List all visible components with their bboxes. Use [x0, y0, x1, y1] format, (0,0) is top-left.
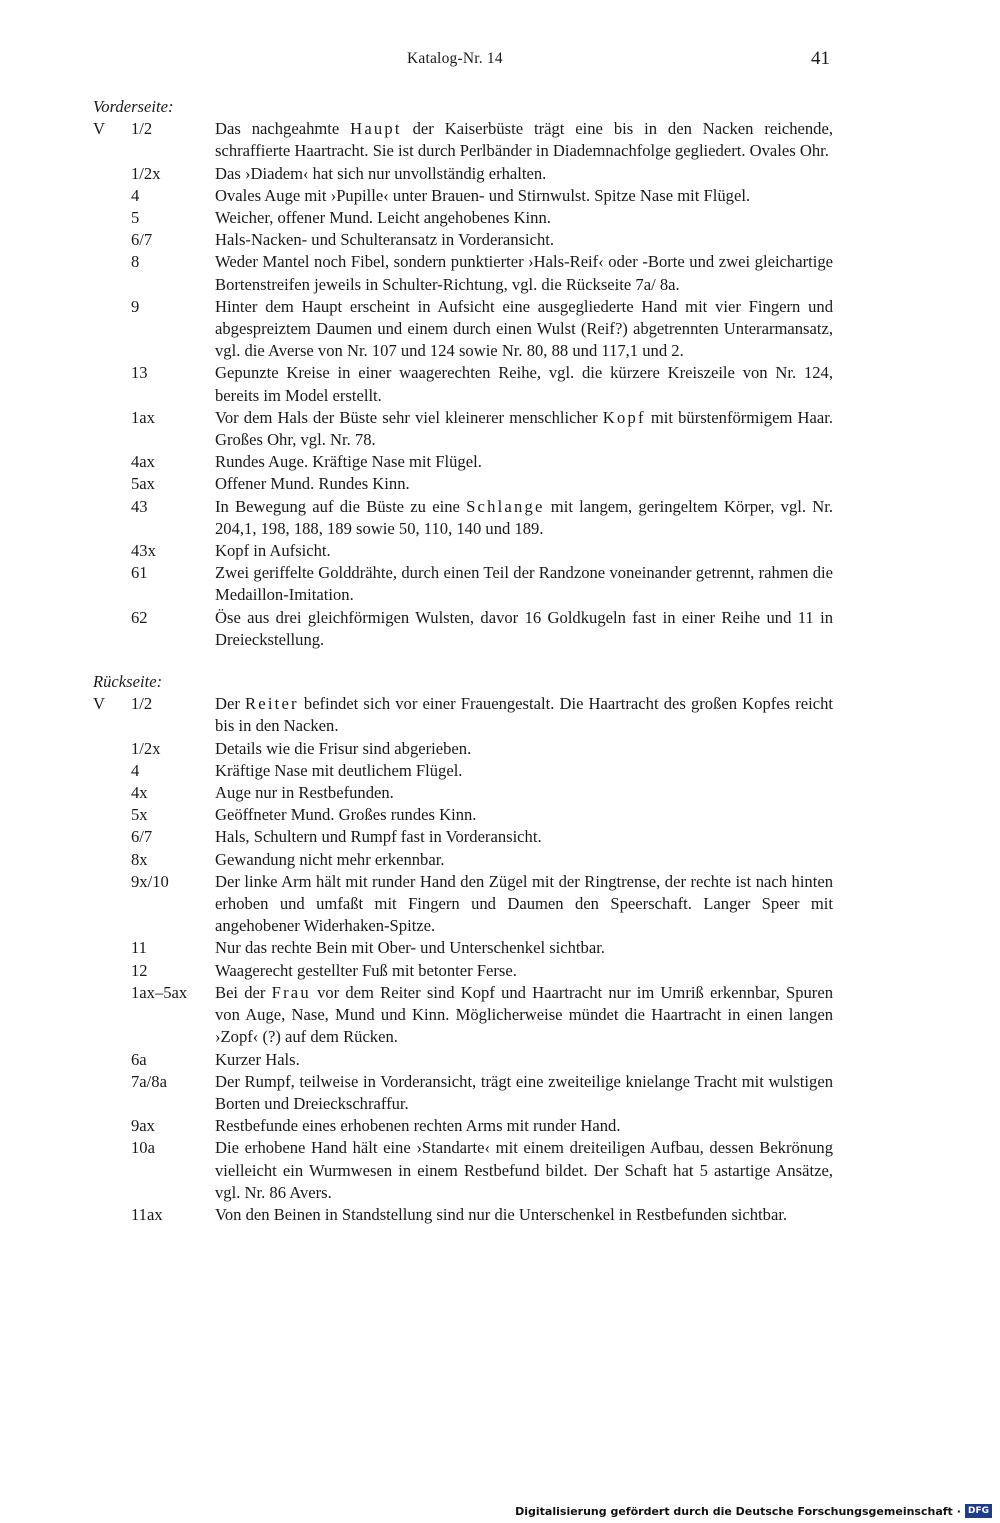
- entry-description: [215, 1137, 833, 1204]
- entry-code: 9x/10: [131, 871, 169, 891]
- text-segment: Geöffneter Mund. Großes rundes Kinn.: [215, 805, 477, 825]
- entry-code: 1ax–5ax: [131, 982, 188, 1002]
- text-segment: Kopf in Aufsicht.: [215, 541, 331, 561]
- text-segment: Kurzer Hals.: [215, 1049, 300, 1069]
- entry-code: 13: [131, 363, 148, 383]
- text-segment: Auge nur in Restbefunden.: [215, 783, 394, 803]
- text-segment: Von den Beinen in Standstellung sind nur die Unterschenkel in Restbefunden sichtbar.: [215, 1204, 788, 1224]
- entry-description: [215, 473, 833, 495]
- page-number: 41: [811, 48, 830, 69]
- obverse-entries: [93, 118, 833, 651]
- text-segment: Der: [215, 694, 246, 714]
- running-title: Katalog-Nr. 14: [407, 50, 503, 67]
- entry-description: [215, 871, 833, 938]
- entry-description: [215, 1204, 833, 1226]
- entry-description: [215, 207, 833, 229]
- catalog-entry: [93, 207, 833, 229]
- entry-code: 9: [131, 296, 140, 316]
- catalog-entry: [93, 163, 833, 185]
- entry-code: 12: [131, 960, 148, 980]
- text-segment: befindet sich vor einer Frauengestalt. Die Haartracht des großen Kopfes reicht bis in den Nacken.: [215, 694, 833, 736]
- text-segment: Hals, Schultern und Rumpf fast in Vorderansicht.: [215, 827, 542, 847]
- text-segment: Rundes Auge. Kräftige Nase mit Flügel.: [215, 452, 482, 472]
- entry-description: [215, 960, 833, 982]
- text-segment: Die erhobene Hand hält eine ›Standarte‹ mit einem dreiteiligen Aufbau, dessen Bekrönung vielleicht ein Wurmwesen in einem Restbefund bildet. Der Schaft hat 5 astartige Ansätze, vgl. Nr. 86 Avers.: [215, 1138, 833, 1202]
- text-segment: der Kaiserbüste trägt eine bis in den Nacken reichende, schraffierte Haartracht. Sie ist durch Perlbänder in Diademnachfolge gegliedert. Ovales Ohr.: [215, 119, 833, 161]
- catalog-entry: [93, 826, 833, 848]
- catalog-entry: [93, 473, 833, 495]
- credit-separator: ·: [956, 1504, 961, 1518]
- entry-code: 1/2: [131, 694, 153, 714]
- text-segment: mit bürstenförmigem Haar. Großes Ohr, vgl. Nr. 78.: [215, 407, 833, 450]
- catalog-entry: [93, 540, 833, 562]
- entry-description: [215, 738, 833, 760]
- text-segment: Waagerecht gestellter Fuß mit betonter Ferse.: [215, 960, 517, 980]
- spaced-term: Reiter: [245, 694, 299, 714]
- entry-description: [215, 496, 833, 540]
- catalog-entry: [93, 804, 833, 826]
- catalog-entry: [93, 1137, 833, 1204]
- spaced-term: Schlange: [466, 496, 545, 516]
- catalog-entry-content: [93, 96, 833, 1226]
- entry-description: [215, 1071, 833, 1115]
- entry-code: 1/2: [131, 119, 153, 139]
- entry-code: 6a: [131, 1049, 147, 1069]
- text-segment: Offener Mund. Rundes Kinn.: [215, 474, 410, 494]
- entry-description: [215, 562, 833, 606]
- entry-code: 10a: [131, 1138, 155, 1158]
- running-head: [0, 48, 1000, 78]
- text-segment: Das nachgeahmte: [215, 119, 351, 139]
- catalog-entry: [93, 1071, 833, 1115]
- entry-prefix: V: [93, 694, 105, 714]
- catalog-entry: [93, 607, 833, 651]
- entry-code: 5x: [131, 805, 148, 825]
- entry-code: 5: [131, 208, 140, 227]
- digitization-credit: [515, 1504, 992, 1518]
- catalog-entry: [93, 693, 833, 737]
- entry-description: [215, 982, 833, 1049]
- catalog-entry: [93, 451, 833, 473]
- credit-text: Digitalisierung gefördert durch die Deutsche Forschungsgemeinschaft: [515, 1504, 953, 1518]
- entry-code: 11ax: [131, 1204, 163, 1224]
- reverse-entries: [93, 693, 833, 1226]
- text-segment: Restbefunde eines erhobenen rechten Arms mit runder Hand.: [215, 1116, 621, 1136]
- entry-code: 4ax: [131, 452, 155, 472]
- entry-code: 8: [131, 252, 140, 272]
- catalog-entry: [93, 738, 833, 760]
- catalog-entry: [93, 937, 833, 959]
- text-segment: Weicher, offener Mund. Leicht angehobenes Kinn.: [215, 208, 551, 227]
- text-segment: Der linke Arm hält mit runder Hand den Zügel mit der Ringtrense, der rechte ist nach hinten erhoben und umfaßt mit Fingern und Daumen den Speerschaft. Langer Speer mit angehobener Widerhaken-Spitze.: [215, 871, 833, 936]
- entry-code: 7a/8a: [131, 1071, 167, 1091]
- entry-description: [215, 229, 833, 251]
- entry-description: [215, 607, 833, 651]
- catalog-entry: [93, 229, 833, 251]
- entry-code: 43x: [131, 541, 156, 561]
- entry-description: [215, 251, 833, 295]
- catalog-entry: [93, 362, 833, 406]
- text-segment: Gewandung nicht mehr erkennbar.: [215, 849, 445, 869]
- text-segment: Bei der: [215, 982, 272, 1002]
- catalog-entry: [93, 849, 833, 871]
- entry-description: [215, 362, 833, 406]
- catalog-entry: [93, 871, 833, 938]
- entry-code: 61: [131, 563, 148, 583]
- entry-code: 8x: [131, 849, 148, 869]
- catalog-entry: [93, 1204, 833, 1226]
- catalog-entry: [93, 1115, 833, 1137]
- catalog-entry: [93, 982, 833, 1049]
- text-segment: Details wie die Frisur sind abgerieben.: [215, 738, 472, 758]
- text-segment: vor dem Reiter sind Kopf und Haartracht nur im Umriß erkennbar, Spuren von Auge, Nase, Mund und Kinn. Möglicherweise mündet die Haartracht in einen langen ›Zopf‹ (?) auf dem Rücken.: [215, 982, 833, 1047]
- catalog-entry: [93, 118, 833, 162]
- spaced-term: Haupt: [350, 119, 402, 139]
- text-segment: Hinter dem Haupt erscheint in Aufsicht eine ausgegliederte Hand mit vier Fingern und abgespreiztem Daumen und einem durch einen Wulst (Reif?) abgetrennten Unterarmansatz, vgl. die Averse von Nr. 107 und 124 sowie Nr. 80, 88 und 117,1 und 2.: [215, 296, 833, 361]
- text-segment: Ovales Auge mit ›Pupille‹ unter Brauen- und Stirnwulst. Spitze Nase mit Flügel.: [215, 185, 751, 205]
- entry-description: [215, 1049, 833, 1071]
- entry-code: 4: [131, 185, 140, 205]
- entry-description: [215, 760, 833, 782]
- entry-description: [215, 693, 833, 737]
- catalog-entry: [93, 407, 833, 451]
- text-segment: Nur das rechte Bein mit Ober- und Unterschenkel sichtbar.: [215, 938, 605, 958]
- catalog-entry: [93, 1049, 833, 1071]
- text-segment: Das ›Diadem‹ hat sich nur unvollständig erhalten.: [215, 163, 547, 183]
- entry-code: 6/7: [131, 230, 153, 250]
- entry-description: [215, 826, 833, 848]
- entry-code: 1/2x: [131, 738, 161, 758]
- entry-description: [215, 782, 833, 804]
- section-title-obverse: Vorderseite:: [93, 97, 174, 116]
- text-segment: mit langem, geringeltem Körper, vgl. Nr. 204,1, 198, 188, 189 sowie 50, 110, 140 und 189.: [215, 496, 833, 538]
- entry-description: [215, 451, 833, 473]
- entry-description: [215, 296, 833, 363]
- catalog-entry: [93, 562, 833, 606]
- entry-code: 4: [131, 760, 140, 780]
- entry-code: 9ax: [131, 1116, 155, 1136]
- text-segment: Gepunzte Kreise in einer waagerechten Reihe, vgl. die kürzere Kreiszeile von Nr. 124, bereits im Model erstellt.: [215, 363, 833, 405]
- catalog-entry: [93, 782, 833, 804]
- entry-description: [215, 185, 833, 207]
- text-segment: Kräftige Nase mit deutlichem Flügel.: [215, 760, 463, 780]
- entry-description: [215, 540, 833, 562]
- entry-description: [215, 407, 833, 451]
- entry-code: 43: [131, 496, 148, 516]
- text-segment: Weder Mantel noch Fibel, sondern punktierter ›Hals-Reif‹ oder -Borte und zwei gleichartige Bortenstreifen jeweils in Schulter-Richtung, vgl. die Rückseite 7a/ 8a.: [215, 252, 833, 294]
- entry-prefix: V: [93, 119, 105, 139]
- text-segment: Vor dem Hals der Büste sehr viel kleinerer menschlicher: [215, 407, 603, 427]
- text-segment: Hals-Nacken- und Schulteransatz in Vorderansicht.: [215, 230, 554, 250]
- entry-code: 62: [131, 607, 148, 627]
- entry-description: [215, 804, 833, 826]
- entry-description: [215, 163, 833, 185]
- spaced-term: Frau: [271, 982, 311, 1002]
- entry-description: [215, 1115, 833, 1137]
- text-segment: Öse aus drei gleichförmigen Wulsten, davor 16 Goldkugeln fast in einer Reihe und 11 in Dreieckstellung.: [215, 607, 833, 649]
- text-segment: Zwei geriffelte Golddrähte, durch einen Teil der Randzone voneinander getrennt, rahmen die Medaillon-Imitation.: [215, 563, 833, 605]
- text-segment: Der Rumpf, teilweise in Vorderansicht, trägt eine zweiteilige knielange Tracht mit wulstigen Borten und Dreieckschraffur.: [215, 1071, 833, 1113]
- entry-description: [215, 849, 833, 871]
- entry-code: 6/7: [131, 827, 153, 847]
- catalog-entry: [93, 251, 833, 295]
- entry-code: 4x: [131, 783, 148, 803]
- entry-description: [215, 937, 833, 959]
- entry-code: 5ax: [131, 474, 155, 494]
- spaced-term: Kopf: [602, 407, 646, 427]
- catalog-entry: [93, 296, 833, 363]
- entry-code: 11: [131, 938, 147, 958]
- text-segment: In Bewegung auf die Büste zu eine: [215, 496, 467, 516]
- catalog-entry: [93, 496, 833, 540]
- section-title-reverse: Rückseite:: [93, 672, 163, 692]
- entry-code: 1ax: [131, 407, 155, 427]
- catalog-entry: [93, 760, 833, 782]
- dfg-logo-icon: DFG: [965, 1504, 992, 1518]
- entry-description: [215, 118, 833, 162]
- entry-code: 1/2x: [131, 163, 161, 183]
- catalog-entry: [93, 185, 833, 207]
- catalog-entry: [93, 960, 833, 982]
